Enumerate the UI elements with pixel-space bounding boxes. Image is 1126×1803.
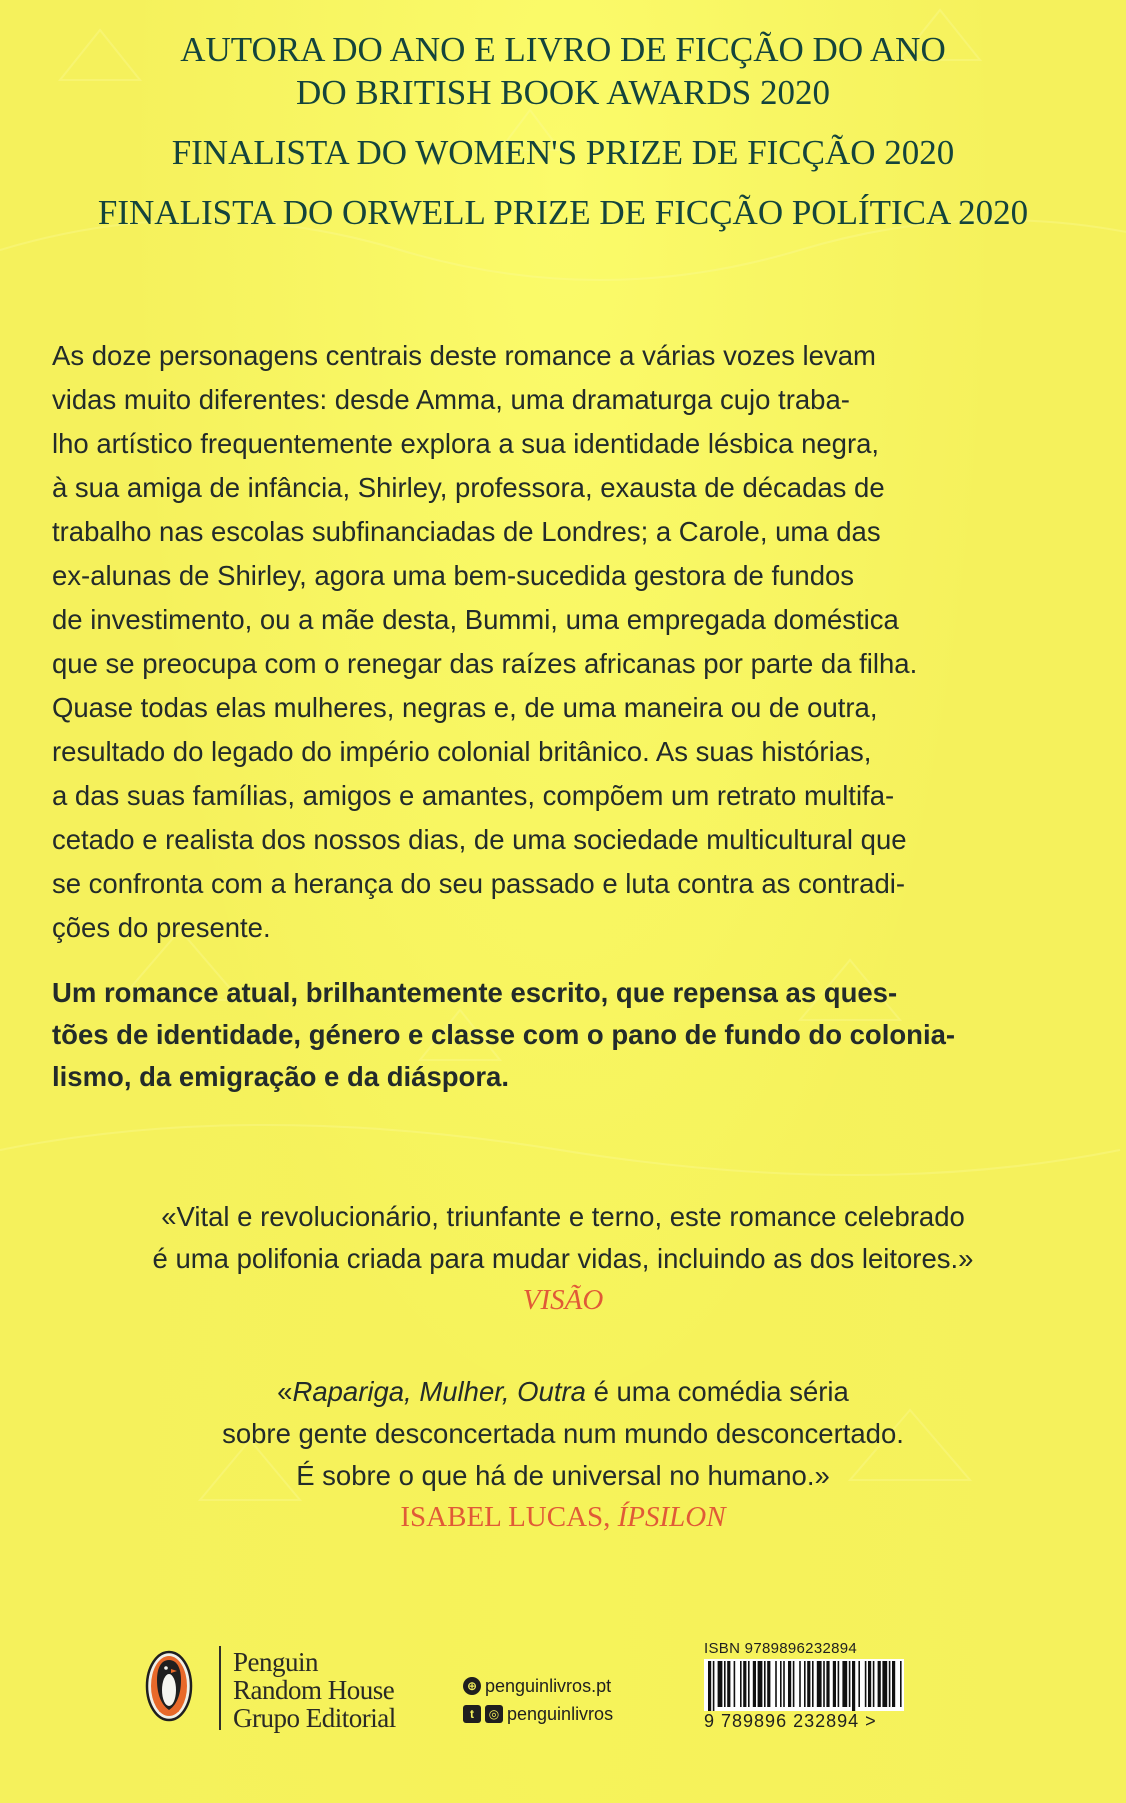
social-row <box>463 1700 613 1728</box>
quote-ipsilon <box>0 1371 1126 1534</box>
quote-open-mark: « <box>277 1376 293 1407</box>
synopsis-line: trabalho nas escolas subfinanciadas de Londres; a Carole, uma das <box>52 516 881 547</box>
award-line: FINALISTA DO ORWELL PRIZE DE FICÇÃO POLÍTICA 2020 <box>97 193 1029 232</box>
globe-icon: ⊕ <box>463 1677 481 1695</box>
barcode-digits: 9 789896 232894 > <box>704 1711 877 1731</box>
quote-source <box>0 1501 1126 1534</box>
synopsis-line: resultado do legado do império colonial britânico. As suas histórias, <box>52 736 872 767</box>
quote-line-rest: é uma comédia séria <box>585 1376 849 1407</box>
twitter-icon: t <box>463 1705 481 1723</box>
synopsis-line: ex-alunas de Shirley, agora uma bem-sucedida gestora de fundos <box>52 560 855 591</box>
tagline-line: Um romance atual, brilhantemente escrito, que repensa as ques- <box>52 977 898 1008</box>
logo-divider <box>219 1646 221 1730</box>
publisher-name <box>233 1648 396 1732</box>
isbn-label: ISBN 9789896232894 <box>704 1640 858 1657</box>
quote-source-name: VISÃO <box>522 1284 604 1316</box>
barcode-block <box>704 1640 944 1732</box>
synopsis-line: se confronta com a herança do seu passado e luta contra as contradi- <box>52 868 906 899</box>
quote-line: sobre gente desconcertada num mundo desconcertado. <box>222 1418 904 1449</box>
synopsis-line: vidas muito diferentes: desde Amma, uma dramaturga cujo traba- <box>52 384 850 415</box>
quote-source-name: ISABEL LUCAS, <box>400 1501 618 1533</box>
barcode <box>704 1659 904 1711</box>
social-links <box>463 1672 613 1728</box>
synopsis-line: a das suas famílias, amigos e amantes, compõem um retrato multifa- <box>52 780 895 811</box>
award-line: FINALISTA DO WOMEN'S PRIZE DE FICÇÃO 2020 <box>171 133 955 172</box>
quote-line: é uma polifonia criada para mudar vidas, incluindo as dos leitores.» <box>152 1243 974 1274</box>
synopsis-line: ções do presente. <box>52 912 271 943</box>
penguin-logo <box>145 1650 193 1722</box>
publisher-line: Penguin <box>233 1647 319 1677</box>
synopsis-line: cetado e realista dos nossos dias, de uma sociedade multicultural que <box>52 824 907 855</box>
synopsis-line: que se preocupa com o renegar das raízes africanas por parte da filha. <box>52 648 918 679</box>
synopsis-line: Quase todas elas mulheres, negras e, de uma maneira ou de outra, <box>52 692 878 723</box>
tagline-line: lismo, da emigração e da diáspora. <box>52 1061 509 1092</box>
tagline-line: tões de identidade, género e classe com o pano de fundo do colonia- <box>52 1019 956 1050</box>
awards-block <box>0 28 1126 251</box>
quote-visao <box>0 1196 1126 1317</box>
website-row <box>463 1672 613 1700</box>
synopsis <box>52 334 994 1098</box>
website-text: penguinlivros.pt <box>485 1675 612 1696</box>
publisher-line: Grupo Editorial <box>233 1703 396 1733</box>
award-line: AUTORA DO ANO E LIVRO DE FICÇÃO DO ANO DO BRITISH BOOK AWARDS 2020 <box>180 30 946 112</box>
quote-line: «Vital e revolucionário, triunfante e terno, este romance celebrado <box>161 1201 965 1232</box>
book-title: Rapariga, Mulher, Outra <box>292 1376 586 1407</box>
synopsis-line: As doze personagens centrais deste romance a várias vozes levam <box>52 340 876 371</box>
publisher-line: Random House <box>233 1675 395 1705</box>
synopsis-line: lho artístico frequentemente explora a sua identidade lésbica negra, <box>52 428 880 459</box>
instagram-icon: ◎ <box>485 1705 503 1723</box>
footer <box>0 1640 1126 1760</box>
social-handle: penguinlivros <box>507 1703 614 1724</box>
quote-line: É sobre o que há de universal no humano.» <box>296 1460 830 1491</box>
quote-source-publication: ÍPSILON <box>617 1501 726 1533</box>
synopsis-line: de investimento, ou a mãe desta, Bummi, uma empregada doméstica <box>52 604 899 635</box>
quote-source <box>0 1284 1126 1317</box>
quote-line <box>0 1371 1126 1413</box>
tagline <box>52 972 994 1098</box>
synopsis-line: à sua amiga de infância, Shirley, professora, exausta de décadas de <box>52 472 885 503</box>
